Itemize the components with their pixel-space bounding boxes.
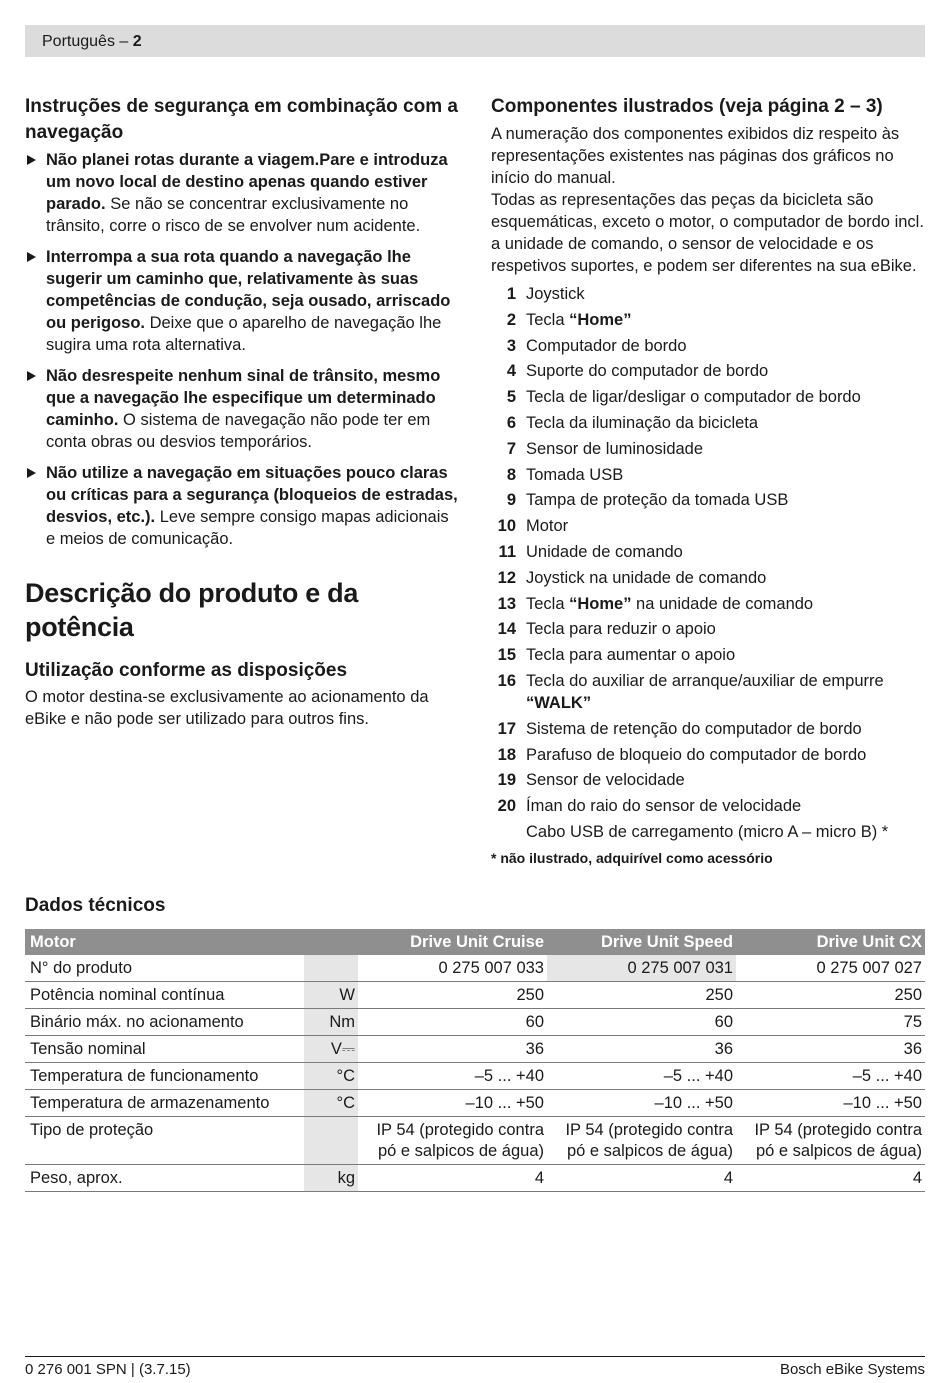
component-label-suffix: na unidade de comando xyxy=(631,594,814,613)
bullet-bold-text: Não desrespeite nenhum sinal de trânsito, mesmo que a navegação lhe especifique um determinado caminho. xyxy=(46,367,441,429)
component-key-label: “WALK” xyxy=(526,693,592,712)
component-item xyxy=(491,744,925,766)
tech-row-unit: V⎓ xyxy=(304,1036,358,1063)
component-number: 17 xyxy=(497,719,516,738)
tech-row-unit: kg xyxy=(304,1165,358,1192)
header-page-number: 2 xyxy=(132,33,142,50)
triangle-bullet-icon xyxy=(27,252,36,262)
component-number: 20 xyxy=(497,797,516,816)
right-column xyxy=(491,94,925,869)
component-label: Tecla para reduzir o apoio xyxy=(526,620,716,639)
bullet-bold-text: Não utilize a navegação em situações pouco claras ou críticas para a segurança (bloqueios de estradas, desvios, etc.). xyxy=(46,464,458,526)
tech-row-unit: °C xyxy=(304,1063,358,1090)
component-number: 4 xyxy=(506,362,516,381)
tech-header-cell: Drive Unit Cruise xyxy=(358,929,547,955)
safety-bullet xyxy=(25,246,460,356)
footer-rule xyxy=(25,1356,925,1357)
component-item xyxy=(491,618,925,640)
tech-table-body xyxy=(25,955,925,1192)
component-number: 7 xyxy=(506,439,516,458)
component-label: Cabo USB de carregamento (micro A – micro B) * xyxy=(526,822,889,841)
tech-row-value: 250 xyxy=(547,982,736,1009)
component-number: 13 xyxy=(497,594,516,613)
component-item xyxy=(491,821,925,843)
tech-row-value: –5 ... +40 xyxy=(547,1063,736,1090)
component-item xyxy=(491,541,925,563)
component-number: 2 xyxy=(506,310,516,329)
component-label: Tecla para aumentar o apoio xyxy=(526,646,736,665)
tech-row-value: 0 275 007 027 xyxy=(736,955,925,982)
tech-row-value: IP 54 (protegido contra pó e salpicos de água) xyxy=(358,1117,547,1165)
component-number: 10 xyxy=(497,517,516,536)
tech-row-value: 60 xyxy=(358,1009,547,1036)
component-key-label: “Home” xyxy=(569,594,632,613)
component-label: Computador de bordo xyxy=(526,336,687,355)
component-number: 18 xyxy=(497,745,516,764)
tech-row-value: 250 xyxy=(358,982,547,1009)
component-item xyxy=(491,515,925,537)
header-language: Português xyxy=(42,33,115,50)
component-item xyxy=(491,283,925,305)
tech-row-unit: W xyxy=(304,982,358,1009)
tech-row-value: –10 ... +50 xyxy=(736,1090,925,1117)
component-item xyxy=(491,567,925,589)
safety-bullet-list xyxy=(25,149,460,550)
table-row xyxy=(25,982,925,1009)
tech-row-value: 36 xyxy=(547,1036,736,1063)
tech-row-label: Tipo de proteção xyxy=(25,1117,304,1165)
tech-row-value: 4 xyxy=(358,1165,547,1192)
tech-header-cell: Drive Unit CX xyxy=(736,929,925,955)
safety-bullet xyxy=(25,149,460,237)
page-header xyxy=(25,25,925,57)
component-number: 16 xyxy=(497,671,516,690)
component-label: Tecla da iluminação da bicicleta xyxy=(526,413,759,432)
component-item xyxy=(491,718,925,740)
tech-row-label: Potência nominal contínua xyxy=(25,982,304,1009)
component-label: Parafuso de bloqueio do computador de bordo xyxy=(526,745,867,764)
component-label: Suporte do computador de bordo xyxy=(526,362,769,381)
component-number: 9 xyxy=(506,491,516,510)
component-label: Tecla do auxiliar de arranque/auxiliar de empurre xyxy=(526,671,884,690)
tech-row-value: –10 ... +50 xyxy=(358,1090,547,1117)
left-column xyxy=(25,94,460,730)
footer-doc-code: 0 276 001 SPN | (3.7.15) xyxy=(25,1361,191,1378)
tech-row-value: –5 ... +40 xyxy=(358,1063,547,1090)
tech-row-unit: °C xyxy=(304,1090,358,1117)
components-intro-2: Todas as representações das peças da bicicleta são esquemáticas, exceto o motor, o computador de bordo incl. a unidade de comando, o sensor de velocidade e os respetivos suportes, e podem ser diferentes na sua eBike. xyxy=(491,191,924,275)
bullet-text: Se não se concentrar exclusivamente no trânsito, corre o risco de se envolver num acidente. xyxy=(46,195,421,235)
usage-title: Utilização conforme as disposições xyxy=(25,660,348,681)
component-label: Joystick na unidade de comando xyxy=(526,568,767,587)
tech-header-motor: Motor xyxy=(25,929,304,955)
component-label: Motor xyxy=(526,517,569,536)
component-item xyxy=(491,438,925,460)
bullet-text: Leve sempre consigo mapas adicionais e meios de comunicação. xyxy=(46,508,449,548)
table-row xyxy=(25,1009,925,1036)
component-item xyxy=(491,309,925,331)
component-item xyxy=(491,335,925,357)
components-list xyxy=(491,283,925,843)
usage-text: O motor destina-se exclusivamente ao acionamento da eBike e não pode ser utilizado para outros fins. xyxy=(25,688,429,728)
page-header-label xyxy=(42,31,142,53)
component-number: 19 xyxy=(497,771,516,790)
tech-row-value: IP 54 (protegido contra pó e salpicos de água) xyxy=(547,1117,736,1165)
component-item xyxy=(491,769,925,791)
component-label: Tecla xyxy=(526,310,570,329)
table-row xyxy=(25,1063,925,1090)
tech-row-value: 4 xyxy=(736,1165,925,1192)
table-row xyxy=(25,1036,925,1063)
tech-row-unit: Nm xyxy=(304,1009,358,1036)
component-item xyxy=(491,412,925,434)
bullet-bold-text: Interrompa a sua rota quando a navegação lhe sugerir um caminho que, relativamente às suas competências de condução, seja ousado, arriscado ou perigoso. xyxy=(46,248,451,332)
table-row xyxy=(25,1090,925,1117)
bullet-text: Deixe que o aparelho de navegação lhe sugira uma rota alternativa. xyxy=(46,314,442,354)
bullet-text: O sistema de navegação não pode ter em conta obras ou desvios temporários. xyxy=(46,411,431,451)
component-number: 14 xyxy=(497,620,516,639)
bullet-bold-text: Não planei rotas durante a viagem.Pare e introduza um novo local de destino apenas quando estiver parado. xyxy=(46,151,448,213)
tech-row-value: –10 ... +50 xyxy=(547,1090,736,1117)
component-item xyxy=(491,489,925,511)
tech-row-label: Peso, aprox. xyxy=(25,1165,304,1192)
component-label: Tecla xyxy=(526,594,570,613)
component-number: 3 xyxy=(506,336,516,355)
component-number: 12 xyxy=(497,568,516,587)
tech-row-value: 0 275 007 031 xyxy=(547,955,736,982)
component-number: 8 xyxy=(506,465,516,484)
component-label: Tampa de proteção da tomada USB xyxy=(526,491,789,510)
tech-row-value: 36 xyxy=(736,1036,925,1063)
components-title: Componentes ilustrados (veja página 2 – 3) xyxy=(491,96,883,117)
triangle-bullet-icon xyxy=(27,468,36,478)
component-label: Unidade de comando xyxy=(526,542,683,561)
component-number: 5 xyxy=(506,388,516,407)
tech-row-label: Tensão nominal xyxy=(25,1036,304,1063)
components-intro-1: A numeração dos componentes exibidos diz respeito às representações existentes nas páginas dos gráficos no início do manual. xyxy=(491,125,900,187)
tech-table-header-row xyxy=(25,929,925,955)
header-separator: – xyxy=(114,33,133,50)
components-footnote: * não ilustrado, adquirível como acessório xyxy=(491,849,773,866)
component-number: 1 xyxy=(506,285,516,303)
tech-row-label: Temperatura de funcionamento xyxy=(25,1063,304,1090)
triangle-bullet-icon xyxy=(27,155,36,165)
component-key-label: “Home” xyxy=(569,310,632,329)
tech-row-value: 36 xyxy=(358,1036,547,1063)
tech-row-value: 75 xyxy=(736,1009,925,1036)
tech-row-label: N° do produto xyxy=(25,955,304,982)
safety-bullet xyxy=(25,365,460,453)
tech-row-value: 0 275 007 033 xyxy=(358,955,547,982)
component-item xyxy=(491,360,925,382)
tech-row-value: 250 xyxy=(736,982,925,1009)
footer-brand: Bosch eBike Systems xyxy=(779,1361,925,1378)
component-item xyxy=(491,644,925,666)
tech-row-value: –5 ... +40 xyxy=(736,1063,925,1090)
component-label: Joystick xyxy=(526,285,585,303)
component-label: Sensor de luminosidade xyxy=(526,439,704,458)
component-number: 6 xyxy=(506,413,516,432)
component-number: 15 xyxy=(497,646,516,665)
tech-header-cell xyxy=(304,929,358,955)
component-label: Tecla de ligar/desligar o computador de bordo xyxy=(526,388,861,407)
component-label: Tomada USB xyxy=(526,465,624,484)
triangle-bullet-icon xyxy=(27,371,36,381)
table-row xyxy=(25,1117,925,1165)
product-title: Descrição do produto e da potência xyxy=(25,578,359,642)
tech-row-label: Binário máx. no acionamento xyxy=(25,1009,304,1036)
tech-header-cell: Drive Unit Speed xyxy=(547,929,736,955)
tech-data-title: Dados técnicos xyxy=(25,895,166,916)
tech-row-value: 4 xyxy=(547,1165,736,1192)
safety-title: Instruções de segurança em combinação com a navegação xyxy=(25,96,458,143)
tech-row-unit xyxy=(304,1117,358,1165)
component-label: Íman do raio do sensor de velocidade xyxy=(526,797,802,816)
component-item xyxy=(491,795,925,817)
safety-bullet xyxy=(25,462,460,550)
component-item xyxy=(491,670,925,714)
component-item xyxy=(491,593,925,615)
component-label: Sistema de retenção do computador de bordo xyxy=(526,719,862,738)
tech-row-value: IP 54 (protegido contra pó e salpicos de água) xyxy=(736,1117,925,1165)
component-item xyxy=(491,386,925,408)
tech-data-table xyxy=(25,929,925,1192)
component-label: Sensor de velocidade xyxy=(526,771,685,790)
table-row xyxy=(25,955,925,982)
tech-row-label: Temperatura de armazenamento xyxy=(25,1090,304,1117)
tech-row-unit xyxy=(304,955,358,982)
tech-row-value: 60 xyxy=(547,1009,736,1036)
component-number: 11 xyxy=(498,542,516,561)
table-row xyxy=(25,1165,925,1192)
component-item xyxy=(491,464,925,486)
